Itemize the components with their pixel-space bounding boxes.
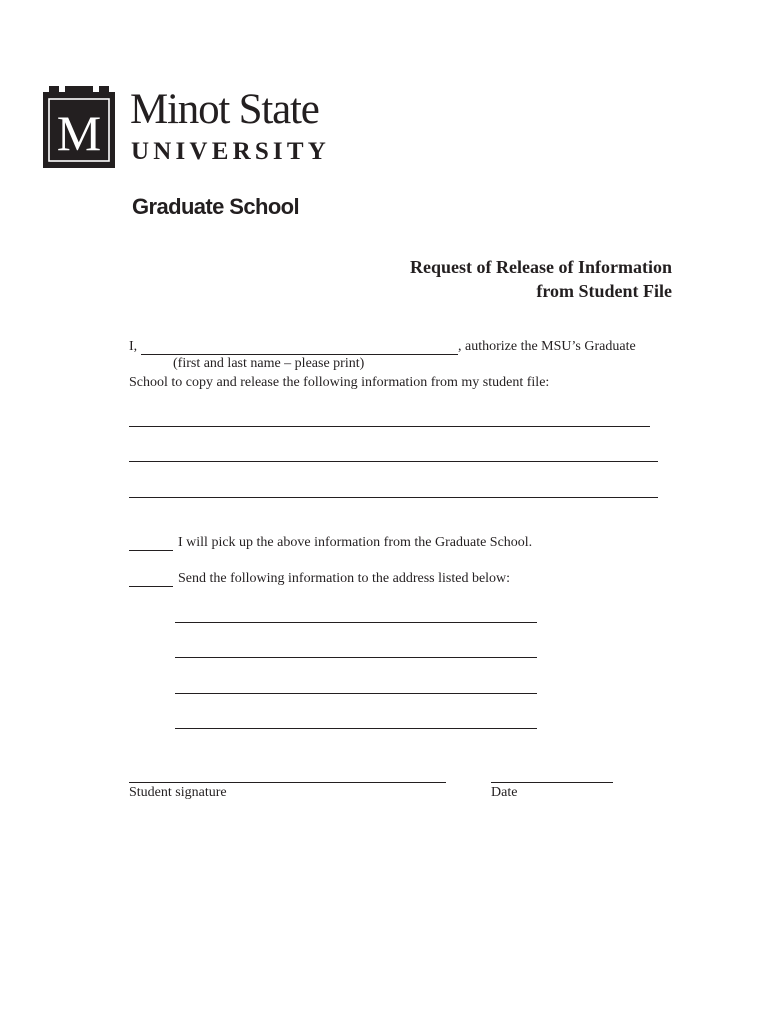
send-checkbox-line[interactable]	[129, 586, 173, 587]
signature-label: Student signature	[129, 785, 227, 800]
name-field-line[interactable]	[141, 354, 458, 355]
university-subtitle: UNIVERSITY	[131, 138, 330, 165]
info-line-1[interactable]	[129, 426, 650, 427]
date-line[interactable]	[491, 782, 613, 783]
date-label: Date	[491, 785, 518, 800]
pickup-checkbox-line[interactable]	[129, 550, 173, 551]
form-title-line1: Request of Release of Information	[410, 257, 672, 277]
signature-line[interactable]	[129, 782, 446, 783]
address-line-4[interactable]	[175, 728, 537, 729]
intro-suffix: , authorize the MSU’s Graduate	[458, 339, 636, 354]
msu-logo-icon	[43, 82, 115, 168]
info-line-3[interactable]	[129, 497, 658, 498]
university-name: Minot State	[130, 86, 319, 133]
department-name: Graduate School	[132, 194, 300, 219]
name-field-hint: (first and last name – please print)	[173, 356, 365, 371]
address-line-2[interactable]	[175, 657, 537, 658]
option-send-label: Send the following information to the address listed below:	[178, 571, 511, 586]
form-title-line2: from Student File	[536, 281, 672, 301]
logo-letter: M	[56, 105, 102, 161]
intro-prefix: I,	[129, 339, 138, 354]
option-pickup-label: I will pick up the above information from the Graduate School.	[178, 535, 533, 550]
intro-line2: School to copy and release the following information from my student file:	[129, 375, 550, 390]
address-line-1[interactable]	[175, 622, 537, 623]
info-line-2[interactable]	[129, 461, 658, 462]
address-line-3[interactable]	[175, 693, 537, 694]
